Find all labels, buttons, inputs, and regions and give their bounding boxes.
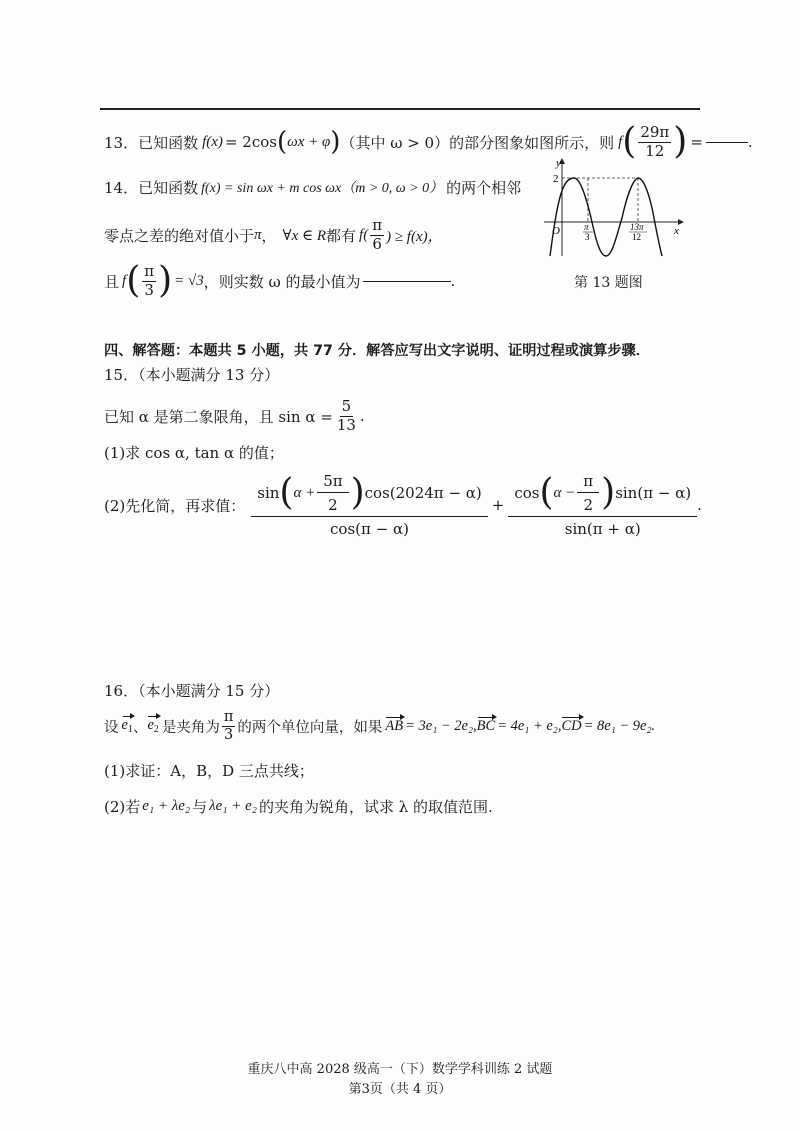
q15-t2-lparen: ( — [539, 472, 554, 513]
q13-f: f — [618, 133, 623, 150]
q15-t1-cos: cos(2024π − α) — [364, 484, 482, 502]
q14-big-rparen: ) — [158, 260, 173, 301]
q15-t2-inner-num: π — [577, 472, 599, 493]
q16-header: 16．（本小题满分 15 分） — [104, 682, 280, 700]
q16-angle-num: π — [223, 708, 234, 725]
q13-frac-den: 12 — [645, 141, 665, 160]
header-rule — [100, 108, 700, 110]
q14-ge: ) ≥ f(x)， — [386, 228, 443, 245]
q15-t2-inner-den: 2 — [583, 496, 593, 514]
q15-t1-lparen: ( — [279, 472, 294, 513]
q16-sep: 、 — [132, 719, 148, 736]
q15-t2-sin: sin(π − α) — [615, 484, 692, 502]
q13-arg: ωx + φ — [287, 133, 331, 150]
q15-given-a: 已知 α 是第二象限角，且 sin α = — [104, 407, 333, 426]
q13-lparen: ( — [276, 127, 288, 157]
q16-angle-den: 3 — [224, 726, 234, 743]
q14-line2 — [104, 214, 443, 256]
q14-eq-sqrt: = √3 — [174, 272, 204, 289]
q16-p2-c: 的夹角为锐角，试求 λ 的取值范围. — [259, 798, 493, 816]
q15-part2-label: (2)先化简，再求值： — [104, 496, 246, 515]
q15-t2-inner-frac — [577, 472, 599, 514]
q14-f1: f( — [359, 226, 369, 243]
q14-number: 14． — [104, 178, 139, 197]
q13-frac-num: 29π — [640, 123, 670, 142]
q13-fraction — [638, 124, 671, 160]
q15-t1-inner-num: 5π — [317, 472, 348, 493]
q15-end: . — [697, 496, 702, 514]
q16-e1-vector: $e_1$ — [121, 717, 133, 735]
q16-line1-c: 的两个单位向量，如果 — [237, 719, 383, 736]
q16-part1: (1)求证：A，B，D 三点共线； — [104, 762, 314, 780]
q14-line3-a: 且 — [104, 272, 120, 291]
q14-forall: ∀x ∈ R — [282, 227, 327, 244]
q13-cond: （其中 ω > 0） — [340, 133, 450, 152]
q14-line2-b: ， — [261, 226, 277, 245]
q15-t2-rparen: ) — [601, 472, 616, 513]
q15-part2 — [104, 470, 702, 540]
q15-t1-inner-frac — [317, 472, 348, 514]
ytick-2: 2 — [553, 173, 559, 185]
q14-frac2-den: 3 — [144, 280, 154, 299]
xtick-13pi12-den: 12 — [632, 232, 641, 242]
q14-fraction-1 — [370, 217, 384, 253]
q15-header: 15．（本小题满分 13 分） — [104, 366, 280, 384]
x-axis-arrow — [678, 219, 684, 225]
cosine-curve — [550, 178, 662, 256]
q14-fraction-2 — [142, 263, 156, 299]
q15-term1-numerator — [251, 472, 488, 517]
q13-big-lparen: ( — [622, 121, 637, 162]
q14-formula: f(x) = sin ωx + m cos ωx（m > 0, ω > 0） — [201, 181, 444, 196]
q16-BC-vector: BC — [476, 717, 496, 734]
q15-term2-denominator: sin(π + α) — [564, 520, 641, 538]
q15-given — [104, 394, 365, 438]
q14-line1-a: 已知函数 — [138, 178, 199, 197]
q16-part2 — [104, 796, 493, 817]
section-4-heading: 四、解答题：本题共 5 小题，共 77 分．解答应写出文字说明、证明过程或演算步骤． — [104, 343, 650, 359]
q14-f2: f — [122, 272, 127, 289]
q13-eq: = 2cos — [224, 133, 277, 151]
q15-given-fraction — [335, 398, 358, 434]
q15-t1-arg: α + — [293, 485, 316, 501]
q15-term1 — [251, 472, 488, 538]
q13-rparen: ) — [330, 127, 341, 157]
q13-figure — [536, 156, 686, 264]
q16-cd-expr: = 8e₁ − 9e₂. — [583, 717, 656, 734]
q16-ab-expr: = 3e₁ − 2e₂, — [405, 717, 477, 734]
q14-pi: π — [254, 226, 262, 243]
footer-page-number: 第3页（共 4 页） — [348, 1082, 452, 1097]
q13-answer-blank[interactable] — [706, 141, 748, 143]
xtick-pi3-num: π — [584, 222, 589, 232]
q16-p2-b: 与 — [192, 798, 208, 816]
q15-given-num: 5 — [341, 397, 352, 416]
q14-line3 — [104, 258, 455, 304]
q14-end: . — [450, 272, 456, 290]
q16-line1-b: 是夹角为 — [161, 719, 220, 736]
q13-end: . — [747, 133, 753, 151]
q14-line3-b: ，则实数 ω 的最小值为 — [203, 272, 361, 291]
q14-line1-b: 的两个相邻 — [446, 178, 522, 197]
x-axis-label: x — [674, 225, 679, 237]
q16-p2-a: (2)若 — [104, 798, 141, 816]
q15-t1-inner-den: 2 — [328, 496, 338, 514]
q13-number: 13． — [104, 133, 139, 152]
footer-title: 重庆八中高 2028 级高一（下）数学学科训练 2 试题 — [247, 1062, 553, 1077]
q14-line2-c: 都有 — [326, 226, 357, 245]
q15-given-end: . — [359, 407, 365, 425]
q14-answer-blank[interactable] — [363, 280, 451, 282]
q15-given-den: 13 — [336, 415, 356, 434]
q16-p2-vector2: λe₁ + e₂ — [209, 798, 258, 814]
y-axis-label: y — [556, 157, 561, 169]
q14-frac1-den: 6 — [372, 234, 382, 253]
xtick-13pi12-num: 13π — [630, 222, 644, 232]
q14-line1 — [104, 172, 521, 202]
q13-text-b: 的部分图象如图所示，则 — [449, 133, 615, 152]
q16-line1-a: 设 — [104, 719, 119, 736]
q16-bc-expr: = 4e₁ + e₂, — [497, 717, 562, 734]
q15-t2-cos: cos — [514, 484, 540, 502]
q14-frac1-num: π — [372, 216, 383, 235]
q15-t1-sin: sin — [257, 484, 280, 502]
q16-CD-vector: CD — [561, 717, 582, 734]
q13-eq2: = — [690, 133, 703, 151]
q15-term2 — [508, 472, 697, 538]
q13-fx: f(x) — [202, 133, 223, 150]
q14-frac2-num: π — [144, 262, 155, 281]
q14-line2-a: 零点之差的绝对值小于 — [104, 226, 255, 245]
q16-angle-fraction — [222, 709, 236, 743]
q13-text-a: 已知函数 — [138, 133, 199, 152]
q16-p2-vector1: e₁ + λe₂ — [142, 798, 191, 814]
q14-big-lparen: ( — [126, 260, 141, 301]
q16-line1 — [104, 704, 655, 748]
q16-AB-vector: AB — [385, 717, 404, 734]
q15-term1-denominator: cos(π − α) — [330, 520, 409, 538]
xtick-pi3-den: 3 — [585, 232, 590, 242]
origin-label: O — [552, 225, 560, 237]
q15-term2-numerator — [508, 472, 697, 517]
q15-t2-arg: α − — [553, 485, 576, 501]
q15-t1-rparen: ) — [350, 472, 365, 513]
figure-caption: 第 13 题图 — [574, 275, 643, 291]
q15-part1: (1)求 cos α, tan α 的值； — [104, 444, 284, 462]
q16-e2-vector: $e_2$ — [147, 717, 159, 735]
q13-big-rparen: ) — [673, 121, 688, 162]
q15-plus: + — [491, 496, 505, 514]
